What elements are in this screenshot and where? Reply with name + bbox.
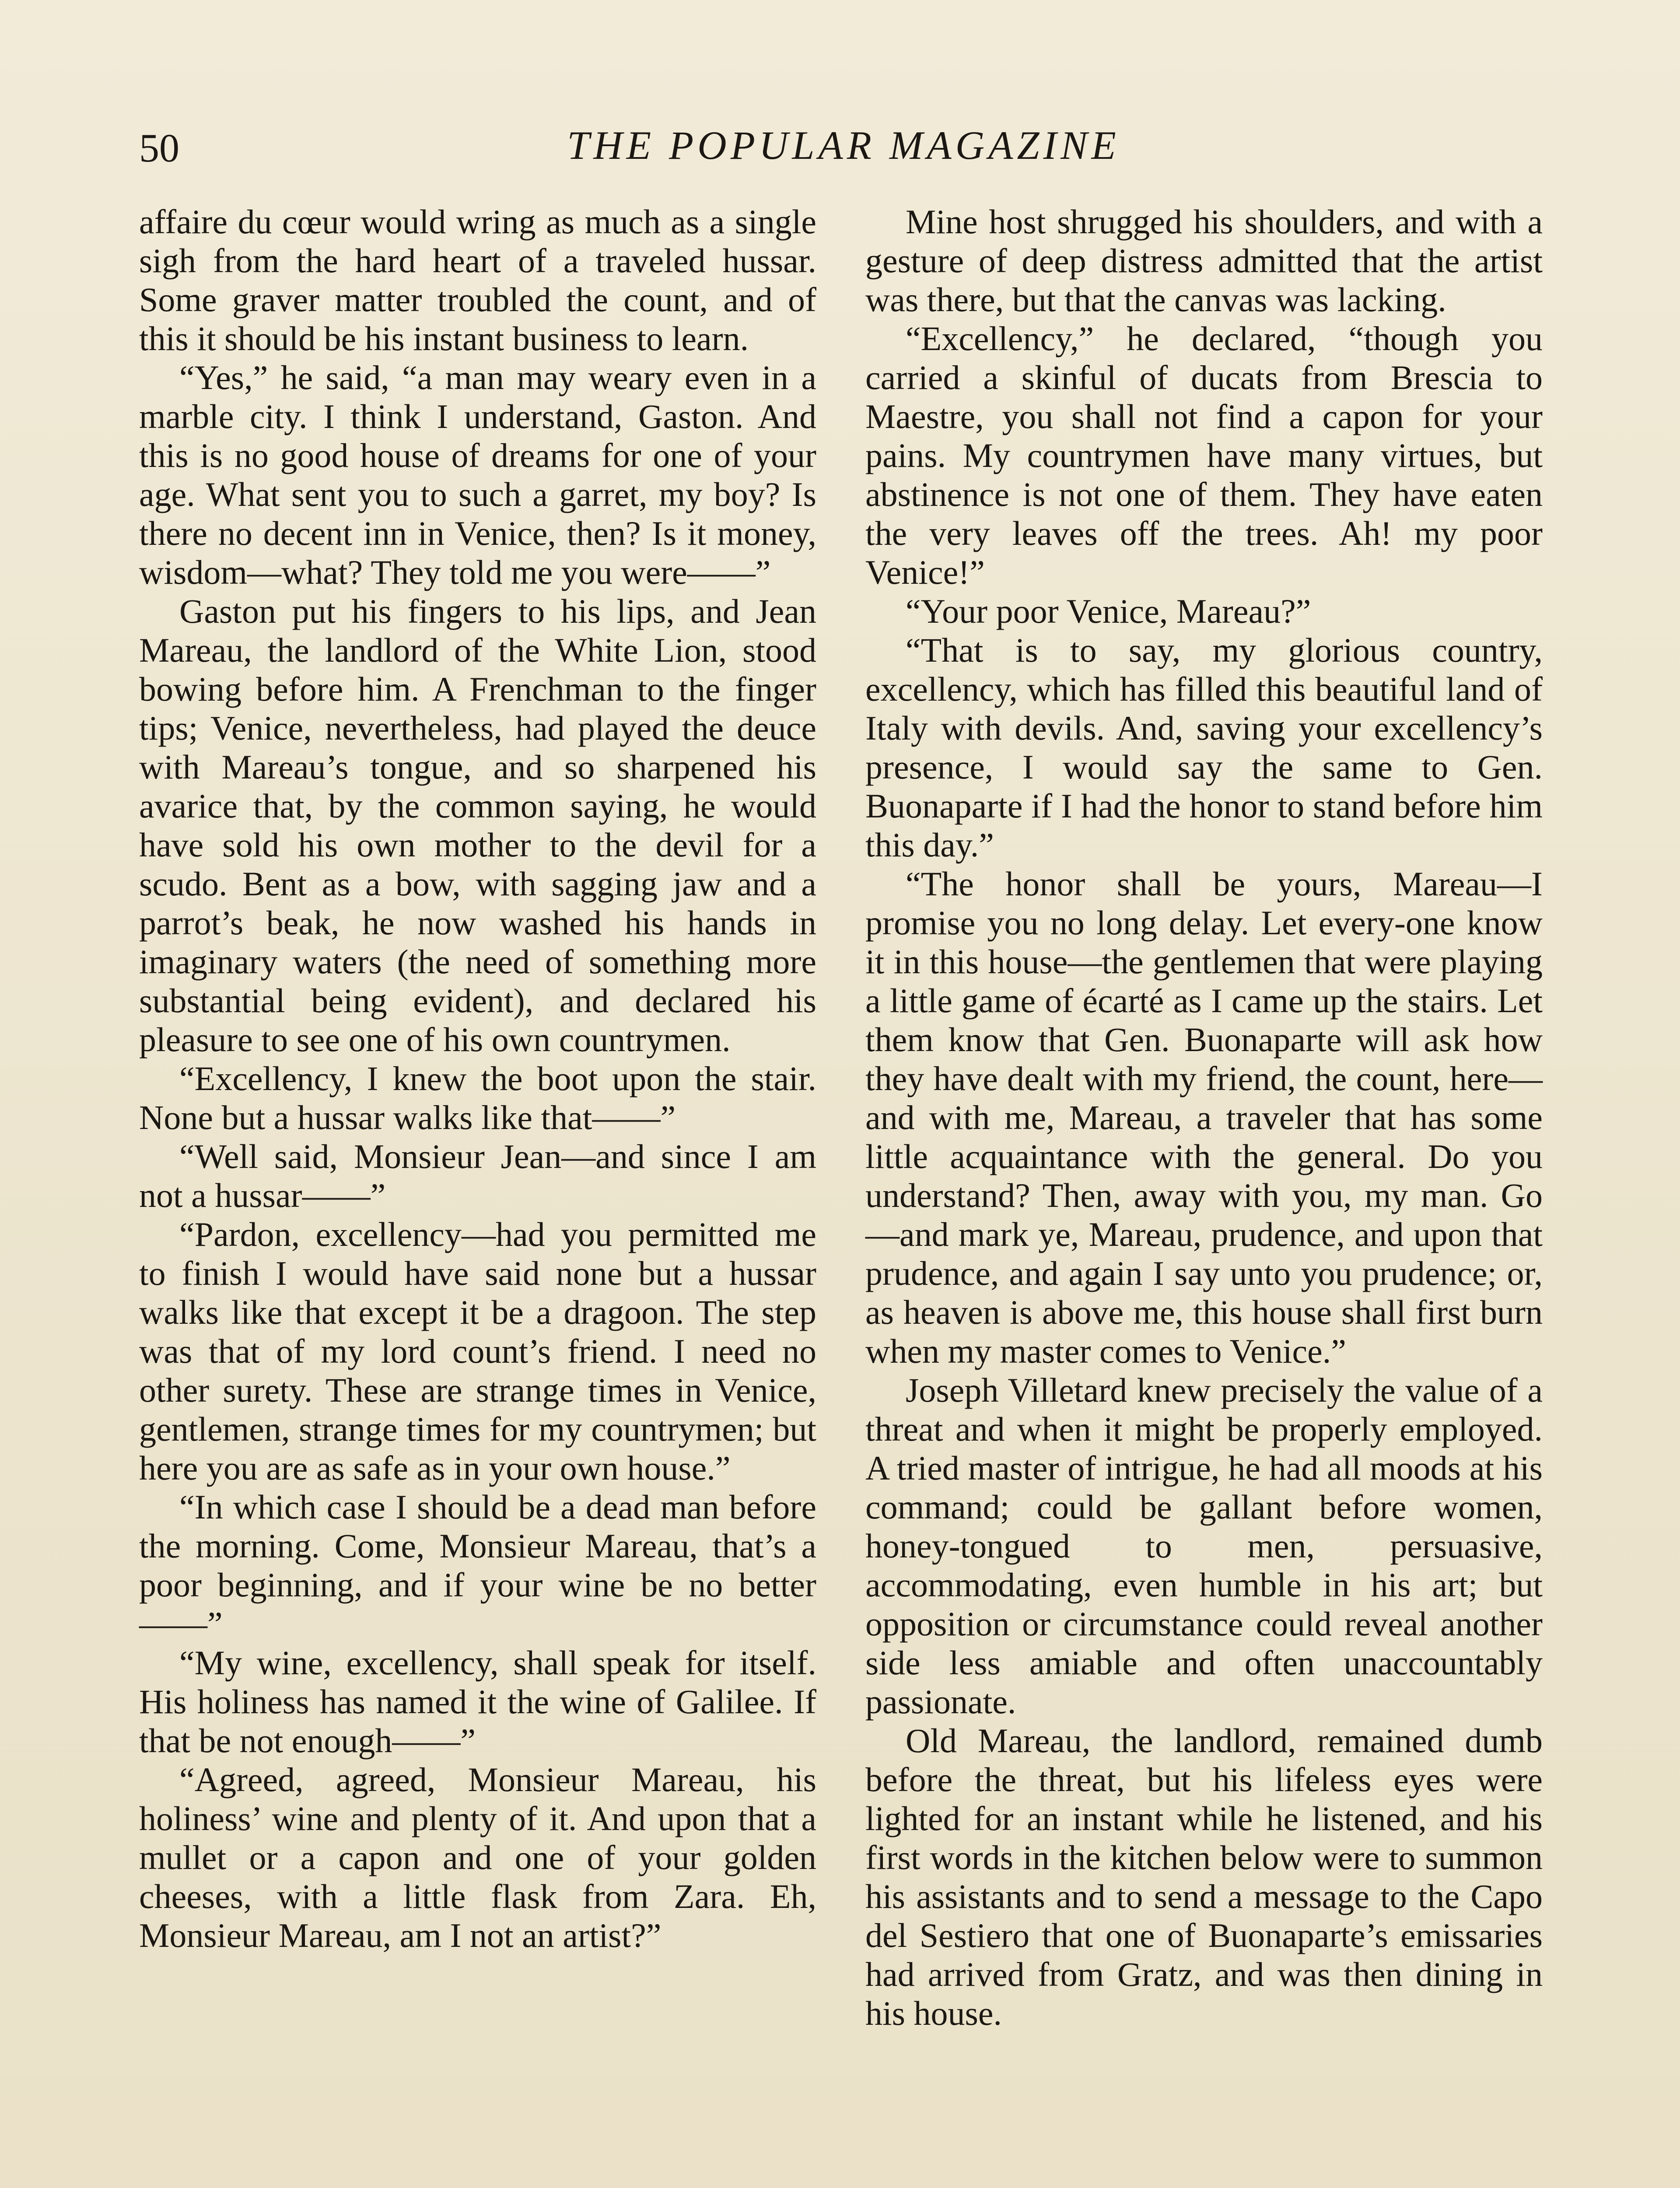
- paragraph: “The honor shall be yours, Mareau—I promise you no long delay. Let every-one know it in this house—the gentlemen that were playing a little game of écarté as I came up the stairs. Let them know that Gen. Buonaparte will ask how they have dealt with my friend, the count, here—and with me, Mareau, a traveler that has some little acquaintance with the general. Do you understand? Then, away with you, my man. Go—and mark ye, Mareau, prudence, and upon that prudence, and again I say unto you prudence; or, as heaven is above me, this house shall first burn when my master comes to Venice.”: [865, 865, 1543, 1370]
- left-column: [139, 202, 816, 1955]
- page-header: [139, 119, 1548, 180]
- paragraph: affaire du cœur would wring as much as a single sigh from the hard heart of a traveled hussar. Some graver matter troubled the count, and of this it should be his instant business to learn.: [139, 203, 816, 358]
- paragraph: “Well said, Monsieur Jean—and since I am not a hussar——”: [139, 1137, 816, 1214]
- paragraph: “Your poor Venice, Mareau?”: [906, 592, 1311, 630]
- paragraph: “Yes,” he said, “a man may weary even in a marble city. I think I understand, Gaston. And this is no good house of dreams for one of your age. What sent you to such a garret, my boy? Is there no decent inn in Venice, then? Is it money, wisdom—what? They told me you were——”: [139, 358, 816, 591]
- right-column: [865, 202, 1543, 2033]
- paragraph: “Agreed, agreed, Monsieur Mareau, his holiness’ wine and plenty of it. And upon that a mullet or a capon and one of your golden cheeses, with a little flask from Zara. Eh, Monsieur Mareau, am I not an artist?”: [139, 1760, 816, 1954]
- paragraph: Mine host shrugged his shoulders, and with a gesture of deep distress admitted that the artist was there, but that the canvas was lacking.: [865, 203, 1543, 319]
- paragraph: “Excellency, I knew the boot upon the stair. None but a hussar walks like that——”: [139, 1059, 816, 1136]
- paragraph: Joseph Villetard knew precisely the value of a threat and when it might be properly employed. A tried master of intrigue, he had all moods at his command; could be gallant before women, honey-tongued to men, persuasive, accommodating, even humble in his art; but opposition or circumstance could reveal another side less amiable and often unaccountably passionate.: [865, 1371, 1543, 1721]
- paragraph: “That is to say, my glorious country, excellency, which has filled this beautiful land of Italy with devils. And, saving your excellency’s presence, I would say the same to Gen. Buonaparte if I had the honor to stand before him this day.”: [865, 631, 1543, 864]
- paragraph: “Pardon, excellency—had you permitted me to finish I would have said none but a hussar walks like that except it be a dragoon. The step was that of my lord count’s friend. I need no other surety. These are strange times in Venice, gentlemen, strange times for my countrymen; but here you are as safe as in your own house.”: [139, 1215, 816, 1487]
- paragraph: “In which case I should be a dead man before the morning. Come, Monsieur Mareau, that’s a poor beginning, and if your wine be no better——”: [139, 1488, 816, 1643]
- page-number: 50: [139, 126, 179, 170]
- paragraph: Old Mareau, the landlord, remained dumb before the threat, but his lifeless eyes were lighted for an instant while he listened, and his first words in the kitchen below were to summon his assistants and to send a message to the Capo del Sestiero that one of Buonaparte’s emissaries had arrived from Gratz, and was then dining in his house.: [865, 1722, 1543, 2032]
- running-title: THE POPULAR MAGAZINE: [567, 123, 1120, 168]
- paragraph: “My wine, excellency, shall speak for itself. His holiness has named it the wine of Galilee. If that be not enough——”: [139, 1644, 816, 1760]
- paragraph: Gaston put his fingers to his lips, and Jean Mareau, the landlord of the White Lion, stood bowing before him. A Frenchman to the finger tips; Venice, nevertheless, had played the deuce with Mareau’s tongue, and so sharpened his avarice that, by the common saying, he would have sold his own mother to the devil for a scudo. Bent as a bow, with sagging jaw and a parrot’s beak, he now washed his hands in imaginary waters (the need of something more substantial being evident), and declared his pleasure to see one of his own countrymen.: [139, 592, 816, 1059]
- paragraph: “Excellency,” he declared, “though you carried a skinful of ducats from Brescia to Maestre, you shall not find a capon for your pains. My countrymen have many virtues, but abstinence is not one of them. They have eaten the very leaves off the trees. Ah! my poor Venice!”: [865, 319, 1543, 591]
